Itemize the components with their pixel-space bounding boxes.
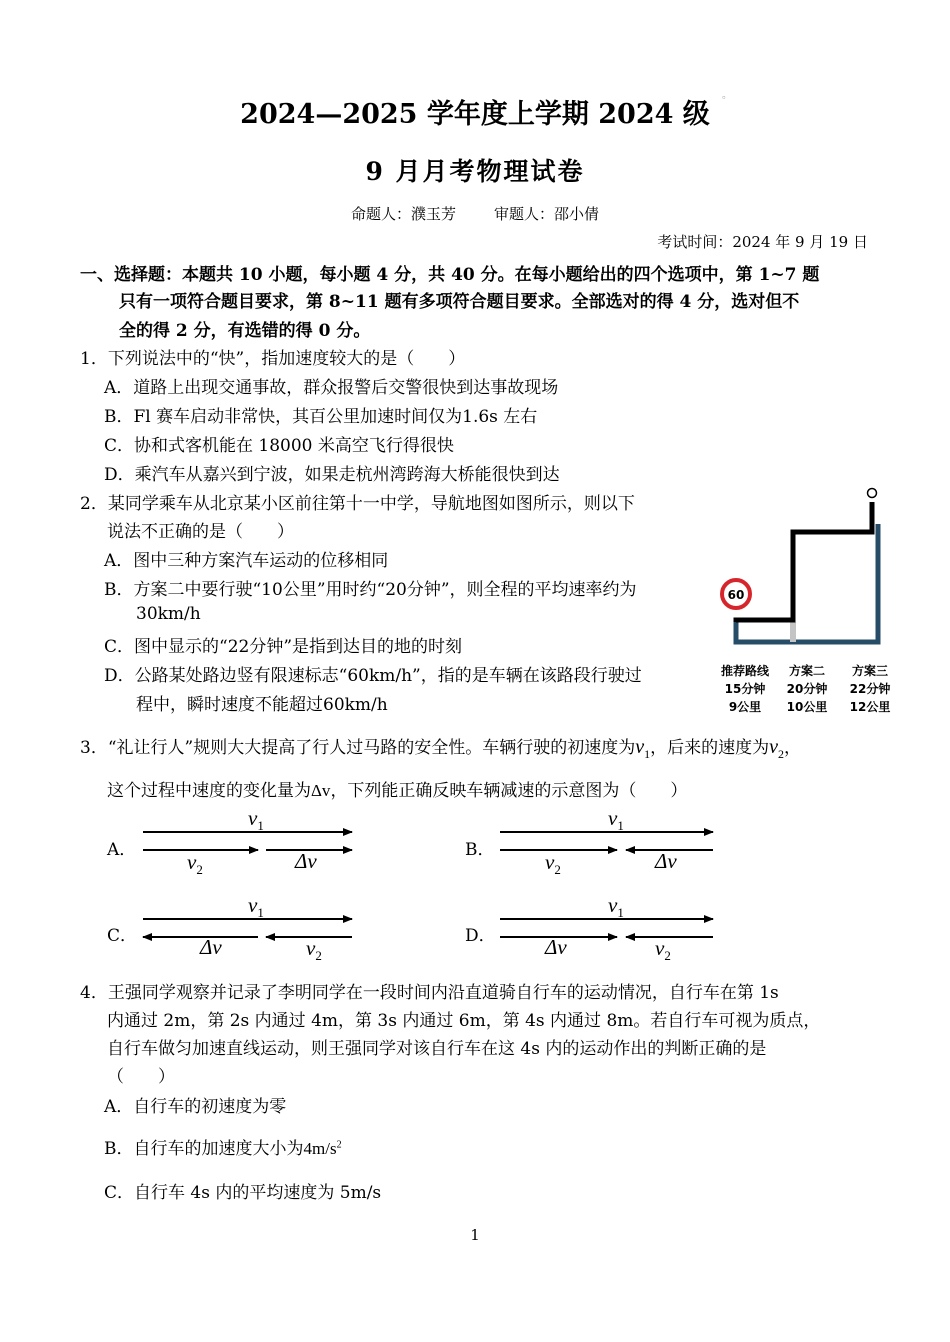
q1-stem: 1．下列说法中的“快”，指加速度较大的是（ ） <box>80 349 466 369</box>
route-recommended-line <box>736 502 872 622</box>
q1-option-c: C．协和式客机能在 18000 米高空飞行得很快 <box>104 436 454 456</box>
navigation-map-figure <box>710 484 910 659</box>
route-plan3-line <box>736 524 878 642</box>
option-b-v1-label: $v_1$ <box>608 806 624 834</box>
route-distance: 9公里 <box>728 700 762 714</box>
option-c-v1-label: $v_1$ <box>248 893 264 921</box>
speed-limit-value: 60 <box>727 588 745 602</box>
route-time: 20分钟 <box>786 682 828 696</box>
corner-marker: 。 <box>722 90 732 101</box>
option-d-v2-label: $v_2$ <box>655 936 671 964</box>
route-time: 15分钟 <box>724 682 766 696</box>
route-name: 推荐路线 <box>720 664 769 678</box>
q3-stem-line2: 这个过程中速度的变化量为Δv，下列能正确反映车辆减速的示意图为（ ） <box>107 781 688 801</box>
q4-stem-line2: 内通过 2m，第 2s 内通过 4m，第 3s 内通过 6m，第 4s 内通过 8m。若自行车可视为质点， <box>107 1011 821 1031</box>
section1-line2: 只有一项符合题目要求，第 8~11 题有多项符合题目要求。全部选对的得 4 分，选对但不 <box>119 292 800 312</box>
authors <box>0 203 950 224</box>
q3-v1: $v_1$ <box>635 736 651 761</box>
q4-option-a: A．自行车的初速度为零 <box>104 1097 287 1117</box>
q1-option-d: D．乘汽车从嘉兴到宁波，如果走杭州湾跨海大桥能很快到达 <box>104 465 560 485</box>
q4-stem-line4: （ ） <box>107 1067 175 1087</box>
q2-option-a: A．图中三种方案汽车运动的位移相同 <box>104 551 389 571</box>
q4-option-c: C．自行车 4s 内的平均速度为 5m/s <box>104 1183 382 1203</box>
title-line1: 2024—2025 学年度上学期 2024 级 <box>240 99 710 130</box>
route-distance: 10公里 <box>786 700 828 714</box>
q3-stem-text: 3．“礼让行人”规则大大提高了行人过马路的安全性。车辆行驶的初速度为 <box>80 738 636 758</box>
section1-line1: 一、选择题：本题共 10 小题，每小题 4 分，共 40 分。在每小题给出的四个选项中，第 1~7 题 <box>80 265 820 285</box>
q1-option-a: A．道路上出现交通事故，群众报警后交警很快到达事故现场 <box>104 378 559 398</box>
option-a-v1-label: $v_1$ <box>248 806 264 834</box>
route-name: 方案二 <box>788 664 825 678</box>
q2-option-b: B．方案二中要行驶“10公里”用时约“20分钟”，则全程的平均速率约为 <box>104 580 637 600</box>
route-caption-recommended <box>713 662 777 716</box>
setter: 命题人：濮玉芳 <box>350 205 456 223</box>
page-number: 1 <box>470 1226 480 1244</box>
option-c-label: C． <box>107 926 138 946</box>
section1-line3: 全的得 2 分，有选错的得 0 分。 <box>119 321 371 341</box>
q4-stem-line3: 自行车做匀加速直线运动，则王强同学对该自行车在这 4s 内的运动作出的判断正确的是 <box>107 1039 767 1059</box>
destination-marker <box>868 489 877 498</box>
option-b-dv-label: Δv <box>655 849 677 873</box>
option-a-v2-label: $v_2$ <box>187 850 203 878</box>
q2-option-d: D．公路某处路边竖有限速标志“60km/h”，指的是车辆在该路段行驶过 <box>104 666 642 686</box>
q4-acceleration-value: $4m/s^2$ <box>303 1139 342 1158</box>
q2-stem-line1: 2．某同学乘车从北京某小区前往第十一中学，导航地图如图所示，则以下 <box>80 494 635 514</box>
exam-time: 考试时间：2024 年 9 月 19 日 <box>657 233 868 251</box>
option-a-dv-label: Δv <box>295 849 317 873</box>
option-d-v1-label: $v_1$ <box>608 893 624 921</box>
route-distance: 12公里 <box>849 700 891 714</box>
reviewer: 审题人：邵小倩 <box>494 205 600 223</box>
option-c-v2-label: $v_2$ <box>306 936 322 964</box>
q2-option-d-cont: 程中，瞬时速度不能超过60km/h <box>136 695 388 715</box>
q3-stem-line1: 3．“礼让行人”规则大大提高了行人过马路的安全性。车辆行驶的初速度为$v_1$，后来的速度为$v_2$， <box>80 736 801 761</box>
option-b-label: B． <box>465 840 495 860</box>
q4-stem-line1: 4．王强同学观察并记录了李明同学在一段时间内沿直道骑自行车的运动情况，自行车在第 1s <box>80 983 779 1003</box>
q3-v2: $v_2$ <box>769 736 784 761</box>
option-c-dv-label: Δv <box>200 935 222 959</box>
option-a-label: A． <box>107 840 137 860</box>
q3-delta-v: Δv <box>311 781 331 800</box>
q2-option-c: C．图中显示的“22分钟”是指到达目的地的时刻 <box>104 637 463 657</box>
route-name: 方案三 <box>851 664 888 678</box>
option-b-v2-label: $v_2$ <box>545 850 561 878</box>
route-caption-plan2 <box>778 662 836 716</box>
q1-option-b: B．Fl 赛车启动非常快，其百公里加速时间仅为1.6s 左右 <box>104 407 538 427</box>
route-caption-plan3 <box>841 662 899 716</box>
q2-stem-line2: 说法不正确的是（ ） <box>107 522 294 542</box>
route-time: 22分钟 <box>849 682 891 696</box>
q2-option-b-cont: 30km/h <box>136 604 201 624</box>
q4-option-b: B．自行车的加速度大小为$4m/s^2$ <box>104 1139 342 1159</box>
title-line2: 9 月月考物理试卷 <box>365 157 585 186</box>
option-d-label: D． <box>465 926 496 946</box>
option-d-dv-label: Δv <box>545 935 567 959</box>
